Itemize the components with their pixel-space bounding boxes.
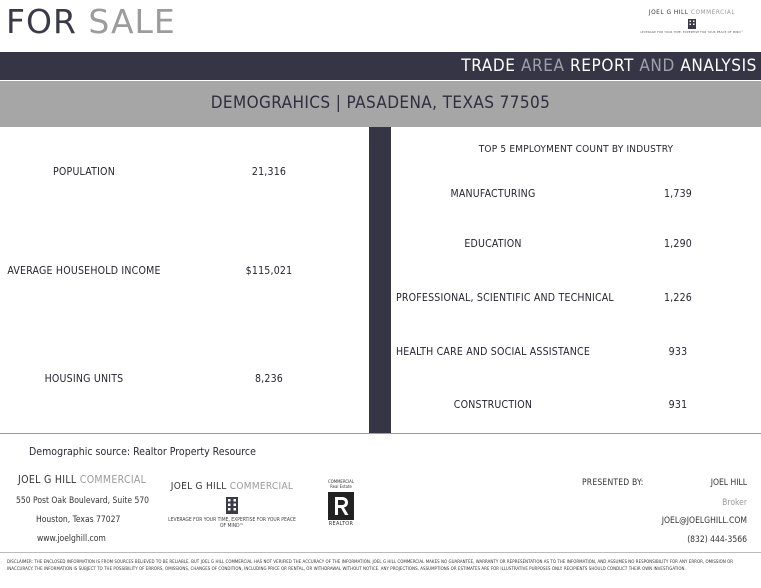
realtor-logo — [323, 480, 359, 527]
industry-value: 931 — [668, 399, 688, 411]
report-band — [0, 52, 761, 80]
section-divider-line — [0, 433, 761, 434]
industry-label: EDUCATION — [464, 238, 522, 250]
building-icon — [225, 496, 239, 514]
company-logo-footer — [168, 481, 296, 529]
industry-value: 1,290 — [663, 238, 693, 250]
disclaimer-divider — [0, 552, 761, 553]
logo-top-name — [632, 8, 752, 16]
column-divider — [369, 127, 391, 433]
logo-top-tagline: LEVERAGE FOR YOUR TIME, EXPERTISE FOR YOUR PEACE OF MIND™ — [640, 30, 744, 34]
industry-label: MANUFACTURING — [450, 188, 536, 200]
stat-housing-value: 8,236 — [254, 373, 284, 385]
page-header — [0, 0, 761, 52]
report-title — [461, 56, 757, 76]
for-sale-word-sale: SALE — [88, 2, 176, 41]
industry-label: HEALTH CARE AND SOCIAL ASSISTANCE — [396, 346, 591, 358]
section-title: DEMOGRAHICS | PASADENA, TEXAS 77505 — [210, 93, 551, 113]
footer-logo-name — [168, 481, 296, 492]
company-logo-top — [632, 8, 752, 44]
footer-logo-name-main: JOEL G HILL — [170, 481, 227, 492]
logo-top-name-accent: COMMERCIAL — [690, 8, 736, 16]
disclaimer-text: DISCLAIMER: THE ENCLOSED INFORMATION IS FROM SOURCES BELIEVED TO BE RELIABLE, BUT JOEL G HILL COMMERCIAL HAS NOT VERIFIED THE ACCURACY OF THE INFORMATION. JOEL G HILL COMMERCIAL MAKES NO GUARANTEE, WARRANTY OR REPRESENTATION AS TO THE INFORMATION, AND ASSUMES NO RESPONSIBILITY FOR ANY ERROR, OMISSION OR INACCURACY. THE INFORMATION IS SUBJECT TO THE POSSIBILITY OF ERRORS, OMISSIONS, CHANGES OF CONDITION, INCLUDING PRICE OR RENTAL, OR WITHDRAWAL WITHOUT NOTICE. ANY PROJECTIONS, ASSUMPTIONS OR ESTIMATES ARE FOR ILLUSTRATIVE PURPOSES ONLY. RECIPIENTS SHOULD CONDUCT THEIR OWN INVESTIGATION. — [7, 560, 734, 572]
address-line-1: 550 Post Oak Boulevard, Suite 570 — [16, 496, 150, 506]
employment-heading: TOP 5 EMPLOYMENT COUNT BY INDUSTRY — [478, 144, 674, 155]
stat-population-label: POPULATION — [53, 166, 115, 178]
footer-company-name — [18, 474, 146, 486]
footer-logo-tagline: LEVERAGE FOR YOUR TIME, EXPERTISE FOR YOUR PEACE OF MIND™ — [168, 517, 296, 529]
industry-value: 933 — [668, 346, 688, 358]
agent-phone[interactable]: (832) 444-3566 — [687, 535, 747, 545]
report-title-word3: REPORT — [570, 56, 634, 76]
stat-income-value: $115,021 — [245, 265, 293, 277]
address-line-2: Houston, Texas 77027 — [36, 515, 121, 525]
agent-name: JOEL HILL — [710, 478, 747, 488]
realtor-top-line-1: COMMERCIAL — [328, 480, 354, 485]
for-sale-title — [6, 2, 176, 41]
for-sale-word-for: FOR — [6, 2, 77, 41]
report-title-word1: TRADE — [461, 56, 516, 76]
website-link[interactable]: www.joelghill.com — [37, 534, 106, 544]
industry-value: 1,739 — [663, 188, 693, 200]
stat-housing-label: HOUSING UNITS — [44, 373, 124, 385]
demographic-source: Demographic source: Realtor Property Resource — [29, 446, 256, 458]
footer-logo-name-accent: COMMERCIAL — [229, 481, 294, 492]
footer-company-accent: COMMERCIAL — [79, 474, 147, 486]
industry-value: 1,226 — [663, 292, 693, 304]
presented-by-label: PRESENTED BY: — [582, 478, 644, 488]
stat-income-label: AVERAGE HOUSEHOLD INCOME — [7, 265, 161, 277]
industry-label: CONSTRUCTION — [453, 399, 533, 411]
realtor-bottom-text: REALTOR — [328, 521, 354, 527]
report-title-word2: AREA — [520, 56, 565, 76]
section-band — [0, 81, 761, 127]
realtor-r-icon — [328, 492, 354, 520]
agent-title: Broker — [722, 498, 747, 508]
industry-label: PROFESSIONAL, SCIENTIFIC AND TECHNICAL — [396, 292, 614, 304]
footer-company-main: JOEL G HILL — [18, 474, 77, 486]
building-icon — [687, 18, 697, 29]
agent-email[interactable]: JOEL@JOELGHILL.COM — [661, 516, 747, 526]
report-title-word4: AND — [639, 56, 675, 76]
stat-population-value: 21,316 — [251, 166, 287, 178]
report-title-word5: ANALYSIS — [680, 56, 757, 76]
logo-top-name-main: JOEL G HILL — [648, 8, 689, 16]
realtor-top-line-2: Real Estate — [330, 485, 352, 490]
